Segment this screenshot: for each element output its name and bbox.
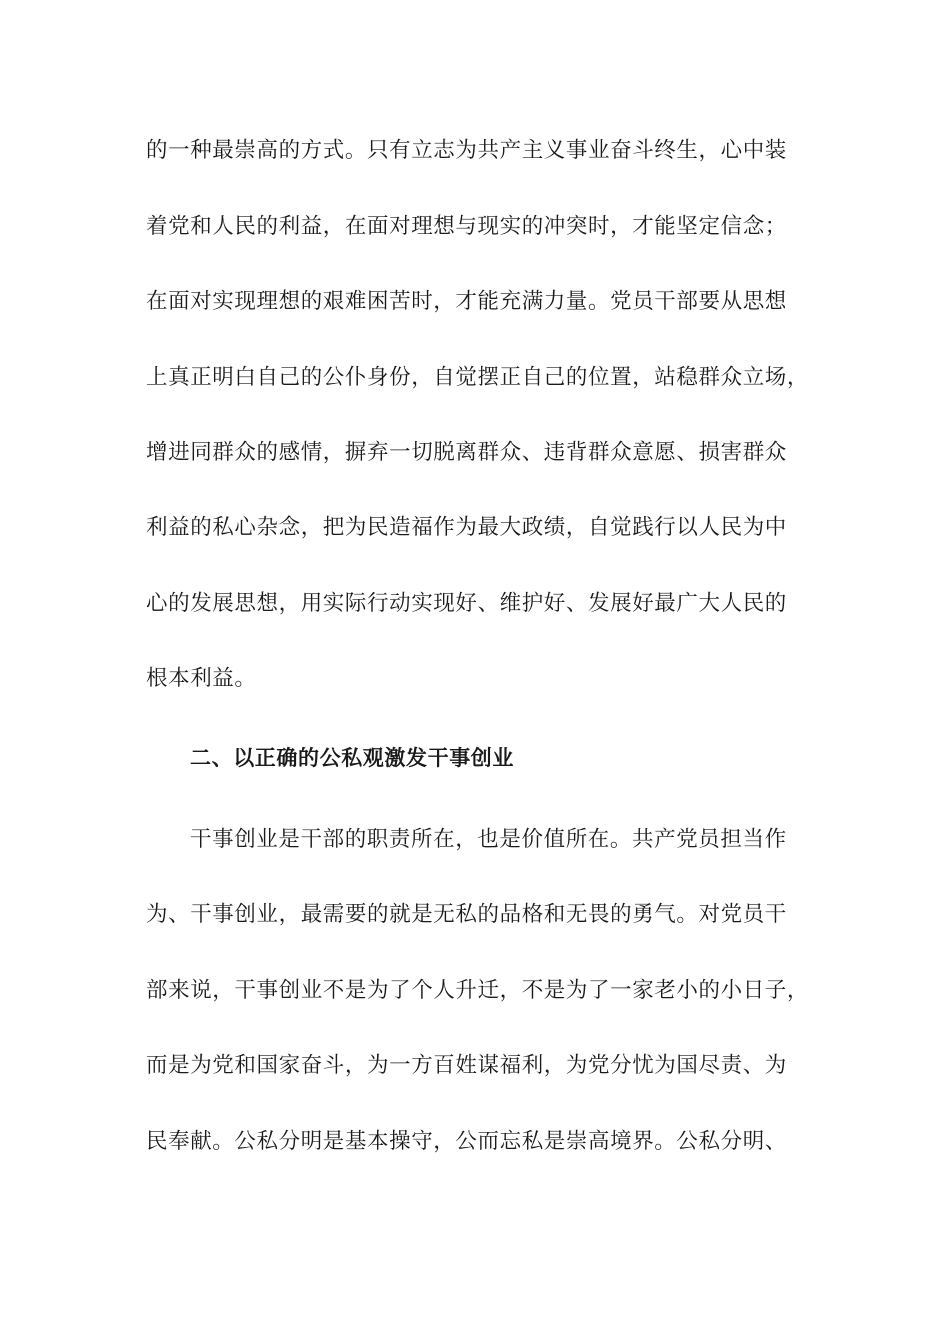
paragraph-1-line-2: 着党和人民的利益，在面对理想与现实的冲突时，才能坚定信念；	[146, 214, 787, 239]
paragraph-1-line-1: 的一种最崇高的方式。只有立志为共产主义事业奋斗终生，心中装	[146, 138, 787, 163]
paragraph-1-line-4: 上真正明白自己的公仆身份，自觉摆正自己的位置，站稳群众立场，	[146, 365, 810, 390]
paragraph-1-line-5: 增进同群众的感情，摒弃一切脱离群众、违背群众意愿、损害群众	[146, 440, 787, 465]
paragraph-2-line-3: 部来说，干事创业不是为了个人升迁，不是为了一家老小的小日子，	[146, 978, 810, 1003]
paragraph-2-line-2: 为、干事创业，最需要的就是无私的品格和无畏的勇气。对党员干	[146, 902, 787, 927]
paragraph-2-line-1: 干事创业是干部的职责所在，也是价值所在。共产党员担当作	[190, 827, 787, 852]
paragraph-1-line-3: 在面对实现理想的艰难困苦时，才能充满力量。党员干部要从思想	[146, 289, 787, 314]
section-heading: 二、以正确的公私观激发干事创业	[190, 746, 514, 770]
paragraph-1-line-6: 利益的私心杂念，把为民造福作为最大政绩，自觉践行以人民为中	[146, 515, 787, 540]
paragraph-2-line-4: 而是为党和国家奋斗，为一方百姓谋福利，为党分忧为国尽责、为	[146, 1053, 787, 1078]
paragraph-1-line-7: 心的发展思想，用实际行动实现好、维护好、发展好最广大人民的	[146, 591, 787, 616]
paragraph-2-line-5: 民奉献。公私分明是基本操守，公而忘私是崇高境界。公私分明、	[146, 1129, 787, 1154]
paragraph-1-line-8: 根本利益。	[146, 666, 257, 691]
